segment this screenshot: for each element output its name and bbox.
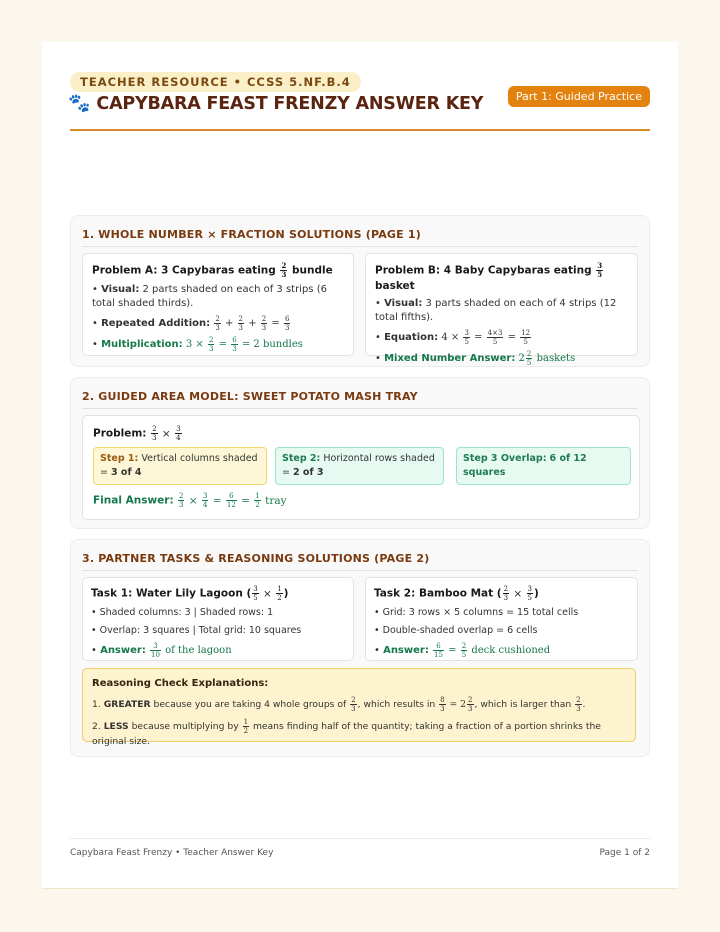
problem-a-multiplication: • Multiplication: 3 × $\frac{2}{3}$ = $\frac{6}{3}$ = 2 bundles [92, 336, 303, 353]
header-divider [70, 129, 650, 131]
part-badge: Part 1: Guided Practice [508, 86, 650, 107]
area-model-card [82, 415, 640, 520]
page-number: Page 1 of 2 [599, 848, 650, 858]
title-row [68, 93, 483, 114]
problem-a-title: Problem A: 3 Capybaras eating $\frac{2}{3}$ bundle [92, 261, 333, 279]
task-1-line-1: • Shaded columns: 3 | Shaded rows: 1 [91, 607, 274, 618]
step-1-box: Step 1: Vertical columns shaded = 3 of 4 [93, 447, 267, 485]
section-partner-tasks [70, 539, 650, 757]
footer-divider [70, 838, 650, 839]
reasoning-title: Reasoning Check Explanations: [92, 678, 269, 689]
task-1-answer: • Answer: $\frac{3}{10}$ of the lagoon [91, 642, 232, 659]
problem-a-visual: • Visual: 2 parts shaded on each of 3 strips (6 total shaded thirds). [92, 284, 327, 309]
step-2-box: Step 2: Horizontal rows shaded = 2 of 3 [275, 447, 444, 485]
paw-icon: 🐾 [68, 93, 91, 114]
page-title: CAPYBARA FEAST FRENZY ANSWER KEY [96, 93, 484, 114]
task-1-line-2: • Overlap: 3 squares | Total grid: 10 squares [91, 625, 302, 636]
task-1-title: Task 1: Water Lily Lagoon ( $\frac{3}{5}$ × $\frac{1}{2}$ ) [91, 585, 289, 602]
problem-b-title: Problem B: 4 Baby Capybaras eating $\frac{3}{5}$ basket [375, 261, 603, 292]
problem-b-card [365, 253, 638, 367]
problem-a-repeated-addition: • Repeated Addition: $\frac{2}{3}$ + $\frac{2}{3}$ + $\frac{2}{3}$ = $\frac{6}{3}$ [92, 315, 290, 332]
problem-a-card [82, 253, 354, 356]
reasoning-2: 2. LESS because multiplying by $\frac{1}{2}$ means finding half of the quantity; taking a fraction of a portion shrinks the original size. [92, 718, 601, 747]
task-1-card [82, 577, 354, 661]
section-area-model [70, 377, 650, 529]
problem-b-equation: • Equation: 4 × $\frac{3}{5}$ = $\frac{4\times 3}{5}$ = $\frac{12}{5}$ [375, 329, 531, 346]
header-tag: TEACHER RESOURCE • CCSS 5.NF.B.4 [70, 72, 361, 92]
step-3-box: Step 3 Overlap: 6 of 12 squares [456, 447, 631, 485]
section-title: 2. GUIDED AREA MODEL: SWEET POTATO MASH TRAY [82, 390, 418, 403]
final-answer: Final Answer: $\frac{2}{3}$ × $\frac{3}{4}$ = $\frac{6}{12}$ = $\frac{1}{2}$ tray [93, 492, 287, 509]
section-divider [82, 570, 638, 571]
footer-title: Capybara Feast Frenzy • Teacher Answer Key [70, 848, 274, 858]
reasoning-box [82, 668, 636, 747]
area-problem: Problem: $\frac{2}{3}$ × $\frac{3}{4}$ [93, 425, 181, 442]
task-2-line-1: • Grid: 3 rows × 5 columns = 15 total cells [374, 607, 579, 618]
task-2-answer: • Answer: $\frac{6}{15}$ = $\frac{2}{5}$ deck cushioned [374, 642, 551, 659]
section-whole-number-fraction [70, 215, 650, 367]
reasoning-1: 1. GREATER because you are taking 4 whole groups of $\frac{2}{3}$ , which results in $\frac{8}{3}$ = 2 $\frac{2}{3}$ , which is larger than $\frac{2}{3}$ . [92, 696, 586, 713]
answer-key-page [42, 42, 678, 888]
section-divider [82, 408, 638, 409]
problem-b-visual: • Visual: 3 parts shaded on each of 4 strips (12 total fifths). [375, 298, 617, 323]
bottom-border [42, 888, 678, 889]
section-title: 1. WHOLE NUMBER × FRACTION SOLUTIONS (PAGE 1) [82, 228, 421, 241]
section-title: 3. PARTNER TASKS & REASONING SOLUTIONS (PAGE 2) [82, 552, 430, 565]
section-divider [82, 246, 638, 247]
task-2-title: Task 2: Bamboo Mat ( $\frac{2}{3}$ × $\frac{3}{5}$ ) [374, 585, 539, 602]
task-2-line-2: • Double-shaded overlap = 6 cells [374, 625, 538, 636]
problem-b-mixed-number: • Mixed Number Answer: 2 $\frac{2}{5}$ baskets [375, 350, 576, 367]
task-2-card [365, 577, 638, 661]
